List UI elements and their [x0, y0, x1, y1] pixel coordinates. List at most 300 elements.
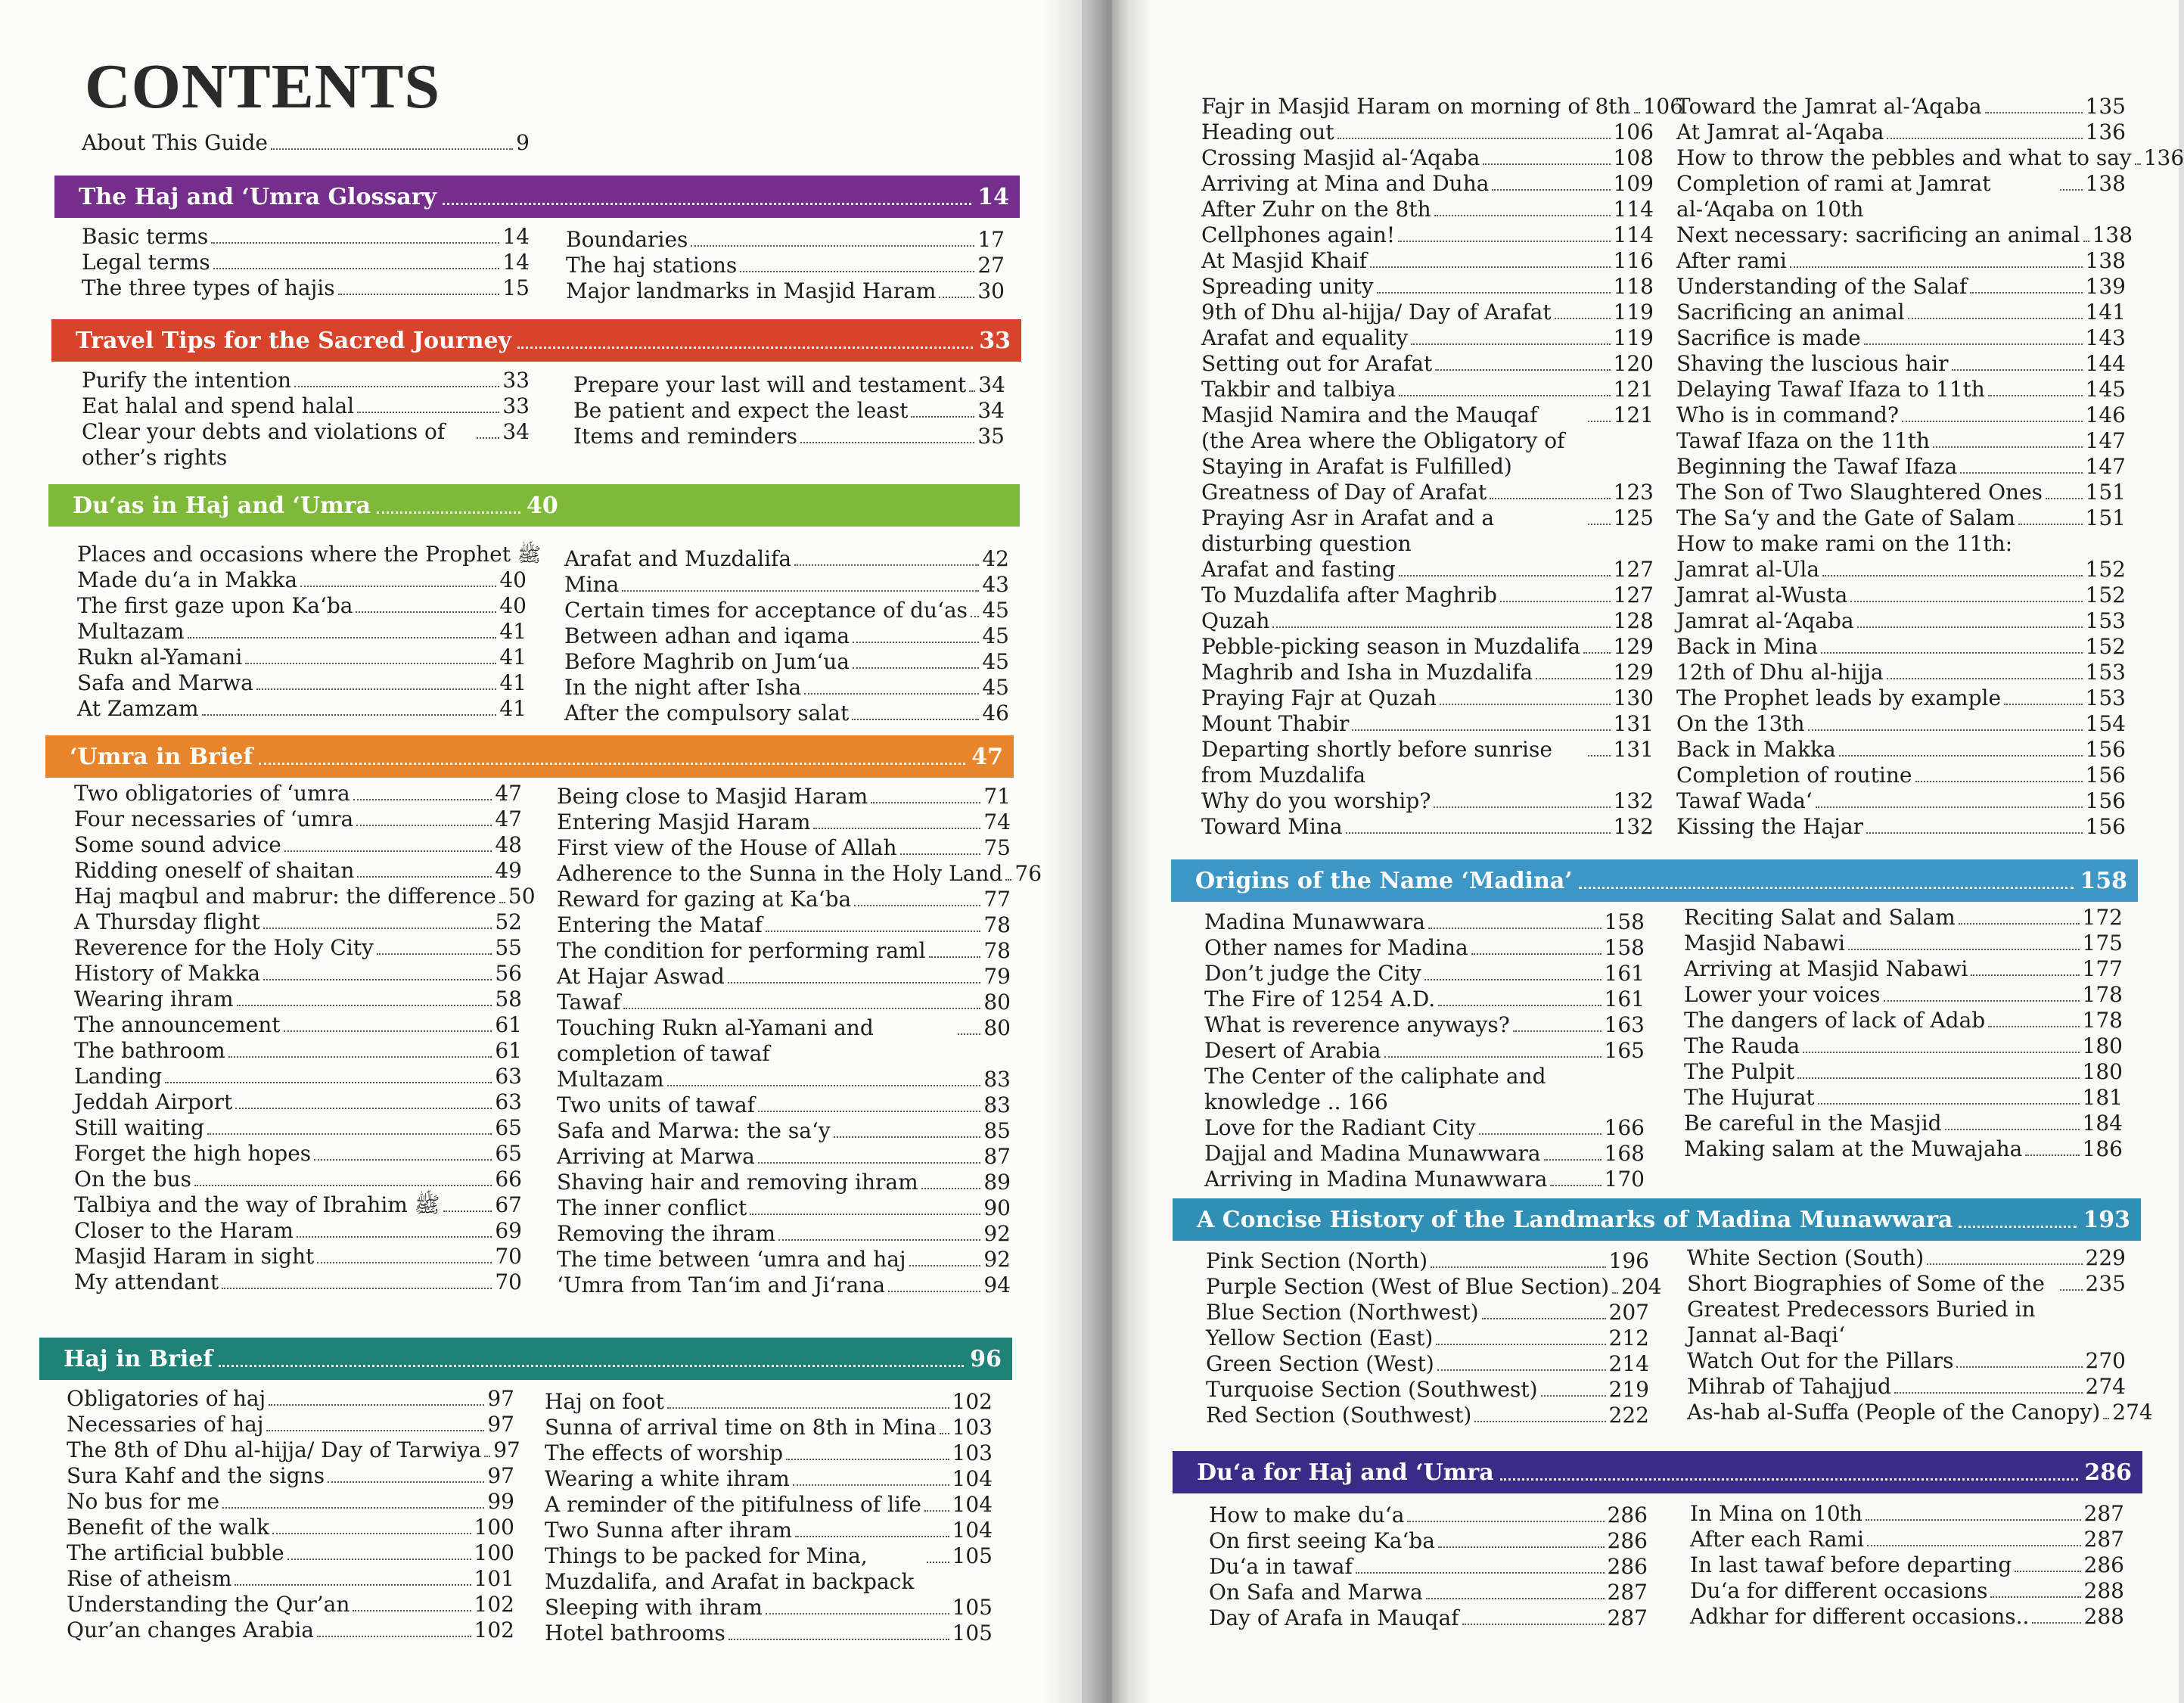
toc-entry[interactable] — [1204, 1167, 1645, 1192]
toc-entry[interactable] — [1201, 480, 1654, 505]
leader-dots — [1839, 740, 2083, 757]
toc-entry[interactable] — [1676, 480, 2126, 505]
entry-page: 153 — [2085, 660, 2126, 685]
toc-entry[interactable] — [77, 670, 527, 696]
toc-entry[interactable] — [566, 278, 1005, 304]
leader-dots — [728, 967, 981, 984]
toc-entry[interactable] — [82, 393, 530, 419]
toc-entry[interactable] — [1676, 608, 2126, 634]
toc-entry[interactable] — [77, 696, 527, 722]
toc-entry[interactable] — [1684, 1111, 2123, 1136]
toc-entry[interactable] — [1684, 982, 2123, 1008]
entry-title: The announcement — [74, 1012, 281, 1037]
leader-dots — [1550, 1170, 1601, 1186]
toc-entry[interactable] — [67, 1618, 514, 1643]
leader-dots — [871, 787, 980, 803]
about-entry[interactable] — [82, 130, 530, 156]
toc-entry[interactable] — [1204, 987, 1645, 1012]
toc-entry[interactable] — [566, 227, 1005, 253]
entry-title: Between adhan and iqama — [564, 623, 850, 648]
toc-entry[interactable] — [67, 1463, 514, 1489]
toc-entry[interactable] — [1684, 1059, 2123, 1085]
toc-entry[interactable] — [1676, 377, 2126, 402]
entry-title: Major landmarks in Masjid Haram — [566, 278, 937, 303]
toc-entry[interactable] — [557, 1015, 1011, 1067]
toc-entry[interactable] — [557, 990, 1011, 1015]
toc-entry[interactable] — [1676, 557, 2126, 583]
toc-entry[interactable] — [1676, 685, 2126, 711]
toc-entry[interactable] — [67, 1437, 520, 1463]
entry-page: 46 — [982, 701, 1009, 726]
entry-page: 97 — [487, 1386, 514, 1411]
entry-page: 152 — [2085, 634, 2126, 659]
toc-entry[interactable] — [1206, 1325, 1649, 1351]
toc-entry[interactable] — [74, 806, 522, 832]
toc-entry[interactable] — [74, 1269, 522, 1295]
toc-entry[interactable] — [1206, 1248, 1649, 1274]
leader-dots — [2135, 148, 2141, 165]
toc-entry[interactable] — [77, 619, 527, 645]
toc-entry[interactable] — [1204, 1012, 1645, 1038]
toc-entry[interactable] — [1209, 1580, 1648, 1605]
toc-entry[interactable] — [545, 1518, 993, 1543]
toc-entry[interactable] — [564, 675, 1009, 701]
leader-dots — [1588, 740, 1611, 757]
toc-entry[interactable] — [545, 1595, 993, 1621]
toc-entry[interactable] — [1676, 634, 2126, 660]
entry-page: 138 — [2085, 248, 2126, 273]
leader-dots — [1370, 251, 1611, 268]
section-header-travel[interactable] — [51, 319, 1021, 362]
entry-page: 138 — [2085, 171, 2126, 196]
toc-entry[interactable] — [82, 224, 530, 250]
toc-entry[interactable] — [67, 1386, 514, 1412]
entry-page: 65 — [495, 1115, 522, 1140]
toc-entry[interactable] — [1206, 1377, 1649, 1403]
leader-dots — [795, 1521, 949, 1537]
toc-entry[interactable] — [1204, 935, 1645, 961]
toc-entry[interactable] — [564, 572, 1009, 598]
leader-dots — [165, 1067, 492, 1083]
toc-entry[interactable] — [1676, 505, 2126, 531]
leader-dots — [852, 704, 979, 720]
toc-entry[interactable] — [557, 1195, 1011, 1221]
toc-entry[interactable] — [557, 835, 1011, 861]
toc-entry[interactable] — [67, 1592, 514, 1618]
toc-entry[interactable] — [74, 1167, 522, 1192]
toc-entry[interactable] — [74, 832, 522, 858]
section-header-duas[interactable] — [48, 484, 1020, 527]
leader-dots — [338, 278, 500, 295]
toc-entry[interactable] — [557, 1144, 1011, 1170]
entry-page: 94 — [983, 1273, 1011, 1297]
toc-entry[interactable] — [557, 1273, 1011, 1298]
entry-title: My attendant — [74, 1269, 219, 1294]
entry-title: In Mina on 10th — [1690, 1501, 1862, 1526]
toc-entry[interactable] — [74, 1115, 522, 1141]
toc-entry[interactable] — [74, 1244, 522, 1269]
toc-entry[interactable] — [1204, 1141, 1645, 1167]
toc-entry[interactable] — [1206, 1351, 1649, 1377]
toc-entry[interactable] — [1201, 583, 1654, 608]
entry-title: Two Sunna after ihram — [545, 1518, 793, 1543]
toc-entry[interactable] — [1209, 1554, 1648, 1580]
toc-entry[interactable] — [1676, 814, 2126, 840]
toc-entry[interactable] — [557, 1170, 1011, 1195]
toc-entry[interactable] — [1209, 1605, 1648, 1631]
entry-title: Completion of rami at Jamrat al-‘Aqaba on 10th — [1676, 171, 1991, 222]
entry-page: 186 — [2082, 1136, 2123, 1161]
section-header-haj[interactable] — [39, 1338, 1012, 1380]
toc-entry[interactable] — [1201, 608, 1654, 634]
entry-page: 161 — [1604, 987, 1645, 1012]
entry-title: Pebble-picking season in Muzdalifa — [1201, 634, 1581, 659]
entry-title: Red Section (Southwest) — [1206, 1403, 1472, 1428]
entry-title: After Zuhr on the 8th — [1201, 197, 1431, 222]
entry-title: Takbir and talbiya — [1201, 377, 1396, 402]
haj-right-column — [545, 1389, 993, 1646]
entry-page: 105 — [952, 1621, 993, 1646]
entry-title: The bathroom — [74, 1038, 225, 1063]
toc-entry[interactable] — [1690, 1578, 2124, 1604]
toc-entry[interactable] — [77, 567, 527, 593]
toc-entry[interactable] — [1209, 1528, 1648, 1554]
book-gutter-shadow — [1044, 0, 1150, 1703]
toc-entry[interactable] — [557, 964, 1011, 990]
toc-entry[interactable] — [1684, 1033, 2123, 1059]
toc-entry[interactable] — [67, 1540, 514, 1566]
toc-entry[interactable] — [74, 909, 522, 935]
entry-page: 65 — [495, 1141, 522, 1166]
leader-dots — [667, 1070, 981, 1086]
toc-entry[interactable] — [545, 1543, 993, 1595]
entry-title: What is reverence anyways? — [1204, 1012, 1510, 1037]
toc-entry[interactable] — [1687, 1374, 2126, 1400]
toc-entry[interactable] — [1206, 1274, 1662, 1300]
entry-title: Who is in command? — [1676, 402, 1899, 427]
entry-page: 286 — [2083, 1552, 2124, 1577]
toc-entry[interactable] — [67, 1412, 514, 1437]
toc-entry[interactable] — [1684, 1008, 2123, 1033]
toc-entry[interactable] — [1687, 1348, 2126, 1374]
entry-page: 139 — [2085, 274, 2126, 299]
entry-title: Setting out for Arafat — [1201, 351, 1433, 376]
entry-page: 102 — [952, 1389, 993, 1414]
toc-entry[interactable] — [1684, 1085, 2123, 1111]
right-page — [1112, 0, 2184, 1703]
entry-title: Jamrat al-Ula — [1676, 557, 1820, 582]
entry-title: Toward Mina — [1201, 814, 1343, 839]
toc-entry[interactable] — [1676, 428, 2126, 454]
toc-entry[interactable] — [1690, 1501, 2124, 1527]
toc-entry[interactable] — [545, 1466, 993, 1492]
entry-page: 129 — [1613, 634, 1654, 659]
toc-entry[interactable] — [1204, 909, 1645, 935]
toc-entry[interactable] — [1209, 1503, 1648, 1528]
toc-entry[interactable] — [1676, 222, 2133, 248]
toc-entry[interactable] — [1676, 531, 2126, 557]
entry-page: 100 — [474, 1540, 514, 1565]
section-title: A Concise History of the Landmarks of Madina Munawwara — [1197, 1206, 1953, 1233]
toc-entry[interactable] — [74, 987, 522, 1012]
entry-title: Greatness of Day of Arafat — [1201, 480, 1487, 505]
section-page: 33 — [979, 327, 1011, 354]
toc-entry[interactable] — [1201, 94, 1684, 120]
toc-entry[interactable] — [545, 1621, 993, 1646]
toc-entry[interactable] — [573, 398, 1005, 424]
toc-entry[interactable] — [1676, 94, 2126, 120]
leader-dots — [269, 1389, 484, 1406]
entry-page: 74 — [983, 810, 1011, 834]
toc-entry[interactable] — [1687, 1271, 2126, 1348]
toc-entry[interactable] — [1201, 325, 1654, 351]
toc-entry[interactable] — [566, 253, 1005, 278]
section-header-dua[interactable] — [1173, 1451, 2142, 1493]
toc-entry[interactable] — [74, 884, 536, 909]
toc-entry[interactable] — [82, 275, 530, 301]
toc-entry[interactable] — [1690, 1552, 2124, 1578]
toc-entry[interactable] — [1676, 274, 2126, 300]
toc-entry[interactable] — [1201, 377, 1654, 402]
leader-dots — [1634, 97, 1640, 113]
toc-entry[interactable] — [545, 1389, 993, 1415]
toc-entry[interactable] — [564, 701, 1009, 726]
toc-entry[interactable] — [1201, 300, 1654, 325]
toc-entry[interactable] — [1676, 583, 2126, 608]
entry-page: 196 — [1608, 1248, 1649, 1273]
toc-entry[interactable] — [1201, 402, 1654, 480]
toc-entry[interactable] — [557, 784, 1011, 810]
toc-entry[interactable] — [564, 546, 1009, 572]
toc-entry[interactable] — [1201, 505, 1654, 557]
entry-page: 63 — [495, 1064, 522, 1089]
toc-entry[interactable] — [1676, 737, 2126, 763]
entry-page: 214 — [1608, 1351, 1649, 1376]
toc-entry[interactable] — [1684, 1136, 2123, 1162]
toc-entry[interactable] — [74, 961, 522, 987]
toc-entry[interactable] — [545, 1492, 993, 1518]
entry-page: 127 — [1613, 557, 1654, 582]
toc-entry[interactable] — [74, 1064, 522, 1089]
entry-title: Other names for Madina — [1204, 935, 1468, 960]
toc-entry[interactable] — [1676, 248, 2126, 274]
salutation-symbol: ﷺ — [517, 544, 542, 567]
entry-title: Made du‘a in Makka — [77, 567, 298, 592]
toc-entry[interactable] — [1676, 300, 2126, 325]
toc-entry[interactable] — [573, 372, 1005, 398]
toc-entry[interactable] — [557, 861, 1042, 887]
entry-page: 156 — [2085, 788, 2126, 813]
toc-entry[interactable] — [1204, 961, 1645, 987]
leader-dots — [758, 1095, 980, 1112]
toc-entry[interactable] — [557, 1247, 1011, 1273]
toc-entry[interactable] — [74, 858, 522, 884]
entry-title: About This Guide — [82, 130, 268, 155]
leader-dots — [1474, 1406, 1605, 1422]
toc-entry[interactable] — [1204, 1038, 1645, 1064]
toc-entry[interactable] — [67, 1566, 514, 1592]
section-header-madina[interactable] — [1171, 859, 2138, 902]
toc-entry[interactable] — [77, 645, 527, 670]
toc-entry[interactable] — [557, 810, 1011, 835]
entry-title: Basic terms — [82, 224, 209, 249]
toc-entry[interactable] — [1201, 660, 1654, 685]
toc-entry[interactable] — [1201, 351, 1654, 377]
entry-title: Being close to Masjid Haram — [557, 784, 868, 809]
toc-entry[interactable] — [1676, 454, 2126, 480]
leader-dots — [2025, 1139, 2079, 1156]
leader-dots — [1500, 586, 1611, 602]
toc-entry[interactable] — [1201, 145, 1654, 171]
toc-entry[interactable] — [67, 1489, 514, 1515]
toc-entry[interactable] — [1201, 274, 1654, 300]
toc-entry[interactable] — [1676, 171, 2126, 222]
toc-entry[interactable] — [1676, 763, 2126, 788]
toc-entry[interactable] — [82, 419, 530, 471]
toc-entry[interactable] — [82, 250, 530, 275]
entry-page: 92 — [983, 1221, 1011, 1246]
entry-page: 47 — [495, 806, 522, 831]
toc-entry[interactable] — [557, 938, 1011, 964]
toc-entry[interactable] — [1684, 905, 2123, 931]
toc-entry[interactable] — [573, 424, 1005, 449]
entry-page: 154 — [2085, 711, 2126, 736]
toc-entry[interactable] — [1201, 685, 1654, 711]
toc-entry[interactable] — [1690, 1527, 2124, 1552]
leader-dots — [1915, 766, 2083, 782]
toc-entry[interactable] — [1676, 325, 2126, 351]
leader-dots — [939, 281, 974, 298]
toc-entry[interactable] — [1676, 788, 2126, 814]
entry-title: Making salam at the Muwajaha — [1684, 1136, 2023, 1161]
toc-entry[interactable] — [1676, 660, 2126, 685]
toc-entry[interactable] — [1684, 956, 2123, 982]
toc-entry[interactable] — [1687, 1400, 2153, 1425]
toc-entry[interactable] — [1201, 171, 1654, 197]
section-header-glossary[interactable] — [54, 176, 1020, 218]
entry-title: Short Biographies of Some of the Greatest Predecessors Buried in Jannat al-Baqi‘ — [1687, 1271, 2045, 1347]
toc-entry[interactable] — [545, 1440, 993, 1466]
toc-entry[interactable] — [74, 935, 522, 961]
section-title: Haj in Brief — [64, 1345, 213, 1372]
entry-title: Blue Section (Northwest) — [1206, 1300, 1479, 1325]
toc-entry[interactable] — [1676, 145, 2184, 171]
entry-title: Don’t judge the City — [1204, 961, 1421, 986]
toc-entry[interactable] — [82, 368, 530, 393]
entry-page: 85 — [983, 1118, 1011, 1143]
entry-page: 180 — [2082, 1059, 2123, 1084]
toc-entry[interactable] — [1201, 222, 1654, 248]
toc-entry[interactable] — [1676, 711, 2126, 737]
toc-entry[interactable] — [1690, 1604, 2124, 1630]
header-leader — [1579, 873, 2074, 889]
leader-dots — [909, 1250, 981, 1266]
toc-entry[interactable] — [74, 1038, 522, 1064]
travel-right-column — [573, 372, 1005, 449]
toc-entry[interactable] — [1206, 1403, 1649, 1428]
toc-entry[interactable] — [1201, 197, 1654, 222]
toc-entry[interactable] — [74, 781, 522, 806]
toc-entry[interactable] — [557, 1067, 1011, 1092]
toc-entry[interactable] — [1684, 931, 2123, 956]
entry-title: Removing the ihram — [557, 1221, 776, 1246]
duas-intro-line — [77, 542, 542, 567]
toc-entry[interactable] — [1201, 557, 1654, 583]
toc-entry[interactable] — [1201, 711, 1654, 737]
toc-entry[interactable] — [557, 1092, 1011, 1118]
entry-page: 165 — [1604, 1038, 1645, 1063]
toc-entry[interactable] — [67, 1515, 514, 1540]
leader-dots — [1436, 1329, 1605, 1345]
toc-entry[interactable] — [1201, 788, 1654, 814]
entry-title: How to make rami on the 11th: — [1676, 531, 2013, 556]
header-leader — [259, 749, 965, 765]
toc-entry[interactable] — [1687, 1245, 2126, 1271]
toc-entry[interactable] — [557, 1221, 1011, 1247]
entry-title: On the 13th — [1676, 711, 1805, 736]
entry-page: 156 — [2085, 763, 2126, 788]
entry-page: 274 — [2085, 1374, 2126, 1399]
entry-page: 52 — [495, 909, 522, 934]
entry-page: 287 — [1607, 1605, 1648, 1630]
entry-title: Crossing Masjid al-‘Aqaba — [1201, 145, 1480, 170]
toc-entry[interactable] — [1201, 248, 1654, 274]
section-header-umra[interactable] — [45, 735, 1014, 778]
leader-dots — [256, 673, 497, 690]
entry-page: 131 — [1613, 711, 1654, 736]
leader-dots — [188, 622, 497, 639]
toc-entry[interactable] — [557, 1118, 1011, 1144]
toc-entry[interactable] — [1201, 120, 1654, 145]
toc-entry[interactable] — [564, 623, 1009, 649]
entry-title: Kissing the Hajar — [1676, 814, 1864, 839]
toc-entry[interactable] — [1204, 1115, 1645, 1141]
entry-page: 97 — [487, 1412, 514, 1437]
entry-page: 178 — [2082, 982, 2123, 1007]
toc-entry[interactable] — [1201, 814, 1654, 840]
toc-entry[interactable] — [1204, 1064, 1645, 1115]
toc-entry[interactable] — [1206, 1300, 1649, 1325]
toc-entry[interactable] — [1676, 351, 2126, 377]
toc-entry[interactable] — [77, 593, 527, 619]
toc-entry[interactable] — [564, 598, 1009, 623]
toc-entry[interactable] — [545, 1415, 993, 1440]
toc-entry[interactable] — [557, 912, 1011, 938]
toc-entry[interactable] — [1676, 402, 2126, 428]
entry-title: Tawaf Wada‘ — [1676, 788, 1813, 813]
toc-entry[interactable] — [1201, 737, 1654, 788]
toc-entry[interactable] — [74, 1141, 522, 1167]
toc-entry[interactable] — [74, 1218, 522, 1244]
leader-dots — [1482, 1303, 1606, 1319]
entry-title: Talbiya and the way of Ibrahim ﷺ — [74, 1192, 440, 1217]
toc-entry[interactable] — [74, 1012, 522, 1038]
entry-title: Places and occasions where the Prophet — [77, 542, 511, 567]
leader-dots — [1990, 1581, 2080, 1598]
section-header-history[interactable] — [1173, 1198, 2141, 1241]
entry-title: Mihrab of Tahajjud — [1687, 1374, 1891, 1399]
toc-entry[interactable] — [564, 649, 1009, 675]
toc-entry[interactable] — [557, 887, 1011, 912]
toc-entry[interactable] — [74, 1192, 522, 1218]
toc-entry[interactable] — [1676, 120, 2126, 145]
entry-title: Rukn al-Yamani — [77, 645, 243, 670]
leader-dots — [297, 1221, 492, 1238]
toc-entry[interactable] — [74, 1089, 522, 1115]
toc-entry[interactable] — [1201, 634, 1654, 660]
entry-title: Why do you worship? — [1201, 788, 1431, 813]
entry-title: Certain times for acceptance of du‘as — [564, 598, 968, 623]
